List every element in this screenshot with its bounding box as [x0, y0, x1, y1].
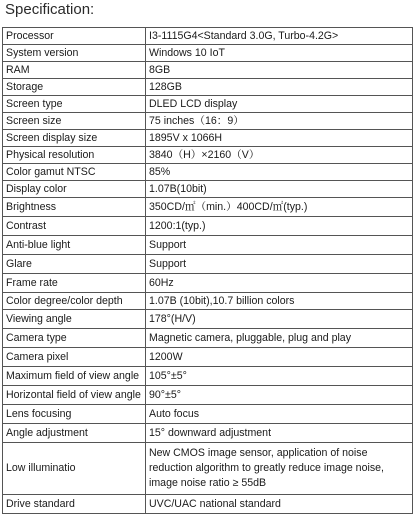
- spec-label: Frame rate: [3, 274, 146, 293]
- table-row: [3, 348, 413, 367]
- spec-value: 1895V x 1066H: [146, 130, 413, 147]
- table-row: [3, 274, 413, 293]
- table-row: [3, 236, 413, 255]
- spec-value: 90°±5°: [146, 386, 413, 405]
- table-row: [3, 147, 413, 164]
- table-row: [3, 62, 413, 79]
- spec-value: 178°(H/V): [146, 310, 413, 329]
- table-row: [3, 329, 413, 348]
- spec-value: 85%: [146, 164, 413, 181]
- spec-value: 1.07B (10bit),10.7 billion colors: [146, 293, 413, 310]
- spec-label: Color gamut NTSC: [3, 164, 146, 181]
- spec-label: Low illuminatio: [3, 443, 146, 495]
- spec-table: [2, 27, 413, 514]
- spec-value: 1.07B(10bit): [146, 181, 413, 198]
- spec-label: Color degree/color depth: [3, 293, 146, 310]
- spec-value: 1200:1(typ.): [146, 217, 413, 236]
- spec-value: 128GB: [146, 79, 413, 96]
- spec-value: 8GB: [146, 62, 413, 79]
- spec-value: 15° downward adjustment: [146, 424, 413, 443]
- spec-value: I3-1115G4<Standard 3.0G, Turbo-4.2G>: [146, 28, 413, 45]
- spec-label: RAM: [3, 62, 146, 79]
- table-row: [3, 405, 413, 424]
- table-row: [3, 217, 413, 236]
- table-row: [3, 386, 413, 405]
- spec-value: 3840（H）×2160（V）: [146, 147, 413, 164]
- table-row: [3, 198, 413, 217]
- spec-value: Magnetic camera, pluggable, plug and play: [146, 329, 413, 348]
- spec-label: Anti-blue light: [3, 236, 146, 255]
- spec-value: Support: [146, 255, 413, 274]
- spec-label: Angle adjustment: [3, 424, 146, 443]
- spec-label: Screen type: [3, 96, 146, 113]
- spec-label: System version: [3, 45, 146, 62]
- table-row: [3, 113, 413, 130]
- spec-label: Lens focusing: [3, 405, 146, 424]
- table-row: [3, 495, 413, 514]
- spec-label: Display color: [3, 181, 146, 198]
- table-row: [3, 310, 413, 329]
- spec-label: Screen size: [3, 113, 146, 130]
- table-row: [3, 255, 413, 274]
- spec-value: UVC/UAC national standard: [146, 495, 413, 514]
- spec-label: Horizontal field of view angle: [3, 386, 146, 405]
- spec-value: Support: [146, 236, 413, 255]
- spec-value: 60Hz: [146, 274, 413, 293]
- table-row: [3, 424, 413, 443]
- spec-label: Contrast: [3, 217, 146, 236]
- spec-label: Viewing angle: [3, 310, 146, 329]
- spec-label: Glare: [3, 255, 146, 274]
- spec-value: 1200W: [146, 348, 413, 367]
- table-row: [3, 164, 413, 181]
- table-row: [3, 293, 413, 310]
- spec-value: 75 inches（16：9）: [146, 113, 413, 130]
- spec-label: Drive standard: [3, 495, 146, 514]
- table-row: [3, 28, 413, 45]
- table-row: [3, 130, 413, 147]
- spec-label: Physical resolution: [3, 147, 146, 164]
- spec-label: Maximum field of view angle: [3, 367, 146, 386]
- table-row: [3, 443, 413, 495]
- table-row: [3, 181, 413, 198]
- page-title: Specification:: [5, 1, 95, 18]
- table-row: [3, 45, 413, 62]
- table-row: [3, 367, 413, 386]
- spec-label: Processor: [3, 28, 146, 45]
- spec-value: 105°±5°: [146, 367, 413, 386]
- spec-value: New CMOS image sensor, application of noise reduction algorithm to greatly reduce image noise, image noise ratio ≥ 55dB: [146, 443, 413, 495]
- table-row: [3, 79, 413, 96]
- spec-value: 350CD/㎡（min.）400CD/㎡(typ.): [146, 198, 413, 217]
- spec-value: Windows 10 IoT: [146, 45, 413, 62]
- spec-value: DLED LCD display: [146, 96, 413, 113]
- spec-label: Brightness: [3, 198, 146, 217]
- spec-label: Screen display size: [3, 130, 146, 147]
- spec-label: Storage: [3, 79, 146, 96]
- spec-value: Auto focus: [146, 405, 413, 424]
- spec-label: Camera pixel: [3, 348, 146, 367]
- table-row: [3, 96, 413, 113]
- spec-label: Camera type: [3, 329, 146, 348]
